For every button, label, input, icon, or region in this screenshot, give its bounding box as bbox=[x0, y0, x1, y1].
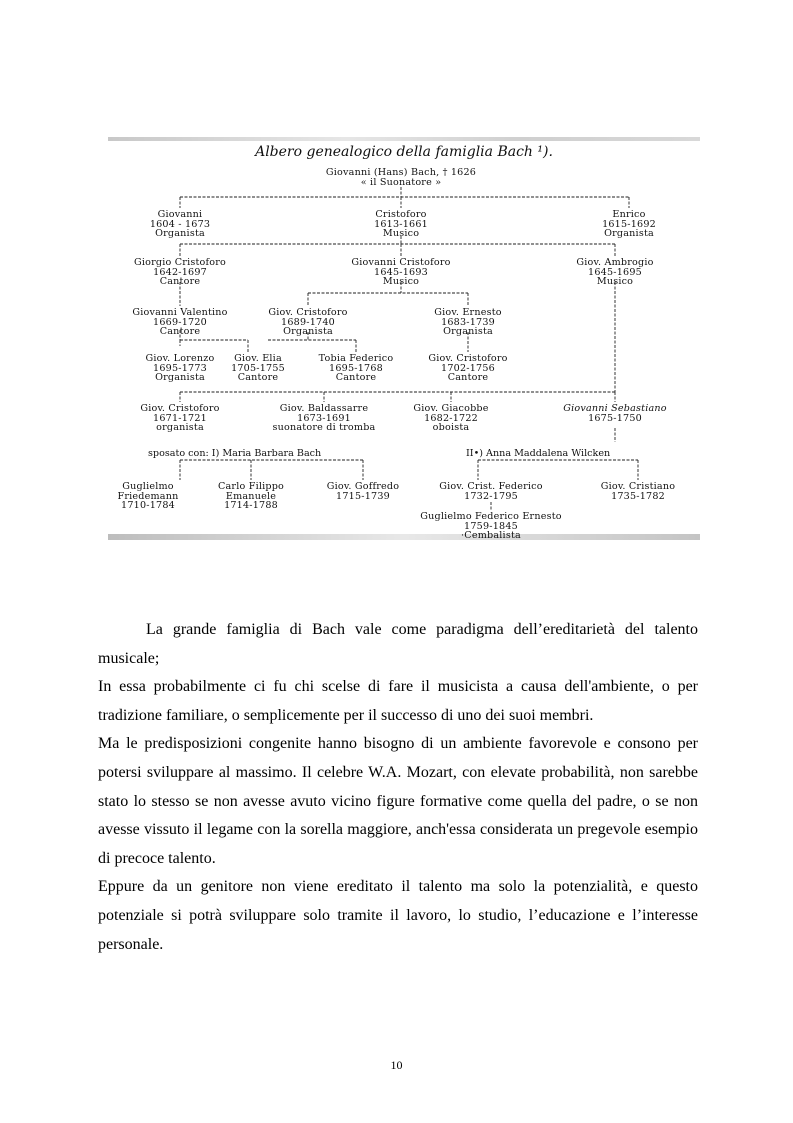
tree-root-node bbox=[326, 168, 476, 187]
tree-node bbox=[134, 258, 226, 287]
paragraph: Ma le predisposizioni congenite hanno bisogno di un ambiente favorevole e consono per potersi sviluppare al massimo. Il celebre W.A. Mozart, con elevate probabilità, non sarebbe stato lo stesso se non avesse avuto vicino figure formative come quella del padre, o se non avesse vissuto il legame con la sorella maggiore, anch'essa considerata un pregevole esempio di precoce talento. bbox=[98, 735, 698, 867]
node-name: Giov. Goffredo bbox=[326, 481, 400, 492]
node-dates: 1671-1721 bbox=[153, 412, 207, 424]
node-role: organista bbox=[156, 422, 204, 434]
tree-node bbox=[132, 308, 227, 337]
tree-node bbox=[434, 308, 502, 337]
node-dates: 1675-1750 bbox=[588, 412, 642, 424]
tree-node bbox=[273, 404, 376, 433]
root-note: « il Suonatore » bbox=[360, 176, 442, 188]
tree-node bbox=[231, 354, 285, 383]
node-dates: 1669-1720 bbox=[153, 316, 207, 328]
node-dates: 1682-1722 bbox=[424, 412, 478, 424]
node-name: Giov. Elia bbox=[234, 353, 282, 364]
tree-node bbox=[413, 404, 488, 433]
node-name: Giorgio Cristoforo bbox=[134, 257, 226, 268]
node-role: Cantore bbox=[159, 326, 201, 338]
node-dates: 1615-1692 bbox=[602, 218, 656, 230]
tree-node bbox=[439, 482, 542, 501]
node-dates: 1689-1740 bbox=[281, 316, 335, 328]
node-name: Giov. Giacobbe bbox=[413, 403, 489, 414]
tree-node bbox=[118, 482, 179, 511]
node-dates: 1714-1788 bbox=[224, 500, 278, 512]
node-name: Cristoforo bbox=[375, 209, 427, 220]
node-role: Organista bbox=[604, 228, 654, 240]
tree-node bbox=[374, 210, 428, 239]
node-role: Cantore bbox=[335, 372, 377, 384]
node-role: Organista bbox=[155, 372, 205, 384]
node-name: Carlo Filippo bbox=[217, 481, 285, 492]
node-dates: 1673-1691 bbox=[297, 412, 351, 424]
node-name: Giovanni bbox=[157, 209, 203, 220]
tree-node bbox=[601, 482, 675, 501]
node-dates: 1715-1739 bbox=[336, 490, 390, 502]
node-role: Cantore bbox=[237, 372, 279, 384]
page-number: 10 bbox=[390, 1058, 403, 1072]
marriage-first: sposato con: I) Maria Barbara Bach bbox=[148, 448, 322, 459]
tree-node-grandchild bbox=[420, 512, 561, 541]
node-name: Guglielmo Federico Ernesto bbox=[420, 511, 562, 522]
node-dates: 1759-1845 bbox=[464, 520, 518, 532]
figure-title: Albero genealogico della famiglia Bach ¹). bbox=[255, 144, 553, 160]
node-role: oboista bbox=[432, 422, 470, 434]
tree-node bbox=[319, 354, 394, 383]
tree-node bbox=[428, 354, 507, 383]
node-role: ·Cembalista bbox=[461, 530, 521, 542]
tree-node bbox=[150, 210, 210, 239]
node-dates: 1645-1693 bbox=[374, 266, 428, 278]
node-role: Cantore bbox=[447, 372, 489, 384]
node-name: Giov. Baldassarre bbox=[279, 403, 369, 414]
node-role: Musico bbox=[596, 276, 634, 288]
node-dates: 1705-1755 bbox=[231, 362, 285, 374]
node-name-2: Friedemann bbox=[117, 490, 179, 502]
root-name: Giovanni (Hans) Bach, † 1626 bbox=[325, 167, 477, 178]
family-tree-figure bbox=[108, 130, 700, 546]
tree-node bbox=[327, 482, 399, 501]
node-name-2: Emanuele bbox=[225, 490, 277, 502]
node-dates: 1732-1795 bbox=[464, 490, 518, 502]
node-name: Giov. Cristoforo bbox=[268, 307, 348, 318]
tree-node bbox=[140, 404, 219, 433]
tree-node-sebastiano bbox=[563, 404, 667, 423]
node-dates: 1613-1661 bbox=[374, 218, 428, 230]
node-role: suonatore di tromba bbox=[272, 422, 376, 434]
node-name: Giov. Cristoforo bbox=[428, 353, 508, 364]
node-name: Giov. Cristiano bbox=[600, 481, 676, 492]
node-dates: 1695-1768 bbox=[329, 362, 383, 374]
node-name: Tobia Federico bbox=[318, 353, 394, 364]
tree-node bbox=[351, 258, 450, 287]
node-name: Giov. Cristoforo bbox=[140, 403, 220, 414]
node-dates: 1645-1695 bbox=[588, 266, 642, 278]
node-name: Giov. Ambrogio bbox=[576, 257, 654, 268]
node-name: Enrico bbox=[612, 209, 646, 220]
node-name: Giovanni Sebastiano bbox=[563, 403, 667, 414]
node-role: Organista bbox=[283, 326, 333, 338]
tree-node bbox=[146, 354, 215, 383]
node-name: Giov. Lorenzo bbox=[145, 353, 215, 364]
node-dates: 1604 - 1673 bbox=[149, 218, 211, 230]
node-name: Guglielmo bbox=[122, 481, 174, 492]
node-role: Cantore bbox=[159, 276, 201, 288]
node-dates: 1710-1784 bbox=[121, 500, 175, 512]
paragraph: Eppure da un genitore non viene ereditato il talento ma solo la potenzialità, e questo potenziale si potrà sviluppare solo tramite il lavoro, lo studio, l’educazione e l’interesse personale. bbox=[98, 878, 698, 953]
marriage-second: II•) Anna Maddalena Wilcken bbox=[466, 448, 611, 459]
body-text bbox=[98, 616, 698, 959]
node-dates: 1702-1756 bbox=[441, 362, 495, 374]
node-dates: 1695-1773 bbox=[153, 362, 207, 374]
tree-node bbox=[218, 482, 284, 511]
node-name: Giovanni Cristoforo bbox=[351, 257, 451, 268]
node-name: Giov. Ernesto bbox=[434, 307, 502, 318]
node-role: Musico bbox=[382, 276, 420, 288]
node-name: Giov. Crist. Federico bbox=[439, 481, 543, 492]
paragraph: La grande famiglia di Bach vale come paradigma dell’ereditarietà del talento musicale; bbox=[98, 621, 698, 667]
node-dates: 1642-1697 bbox=[153, 266, 207, 278]
tree-node bbox=[268, 308, 347, 337]
tree-node bbox=[602, 210, 656, 239]
node-name: Giovanni Valentino bbox=[132, 307, 228, 318]
paragraph: In essa probabilmente ci fu chi scelse di fare il musicista a causa dell'ambiente, o per tradizione familiare, o semplicemente per il successo di uno dei suoi membri. bbox=[98, 678, 698, 724]
node-role: Organista bbox=[155, 228, 205, 240]
node-dates: 1735-1782 bbox=[611, 490, 665, 502]
node-dates: 1683-1739 bbox=[441, 316, 495, 328]
tree-node bbox=[576, 258, 653, 287]
node-role: Musico bbox=[382, 228, 420, 240]
node-role: Organista bbox=[443, 326, 493, 338]
